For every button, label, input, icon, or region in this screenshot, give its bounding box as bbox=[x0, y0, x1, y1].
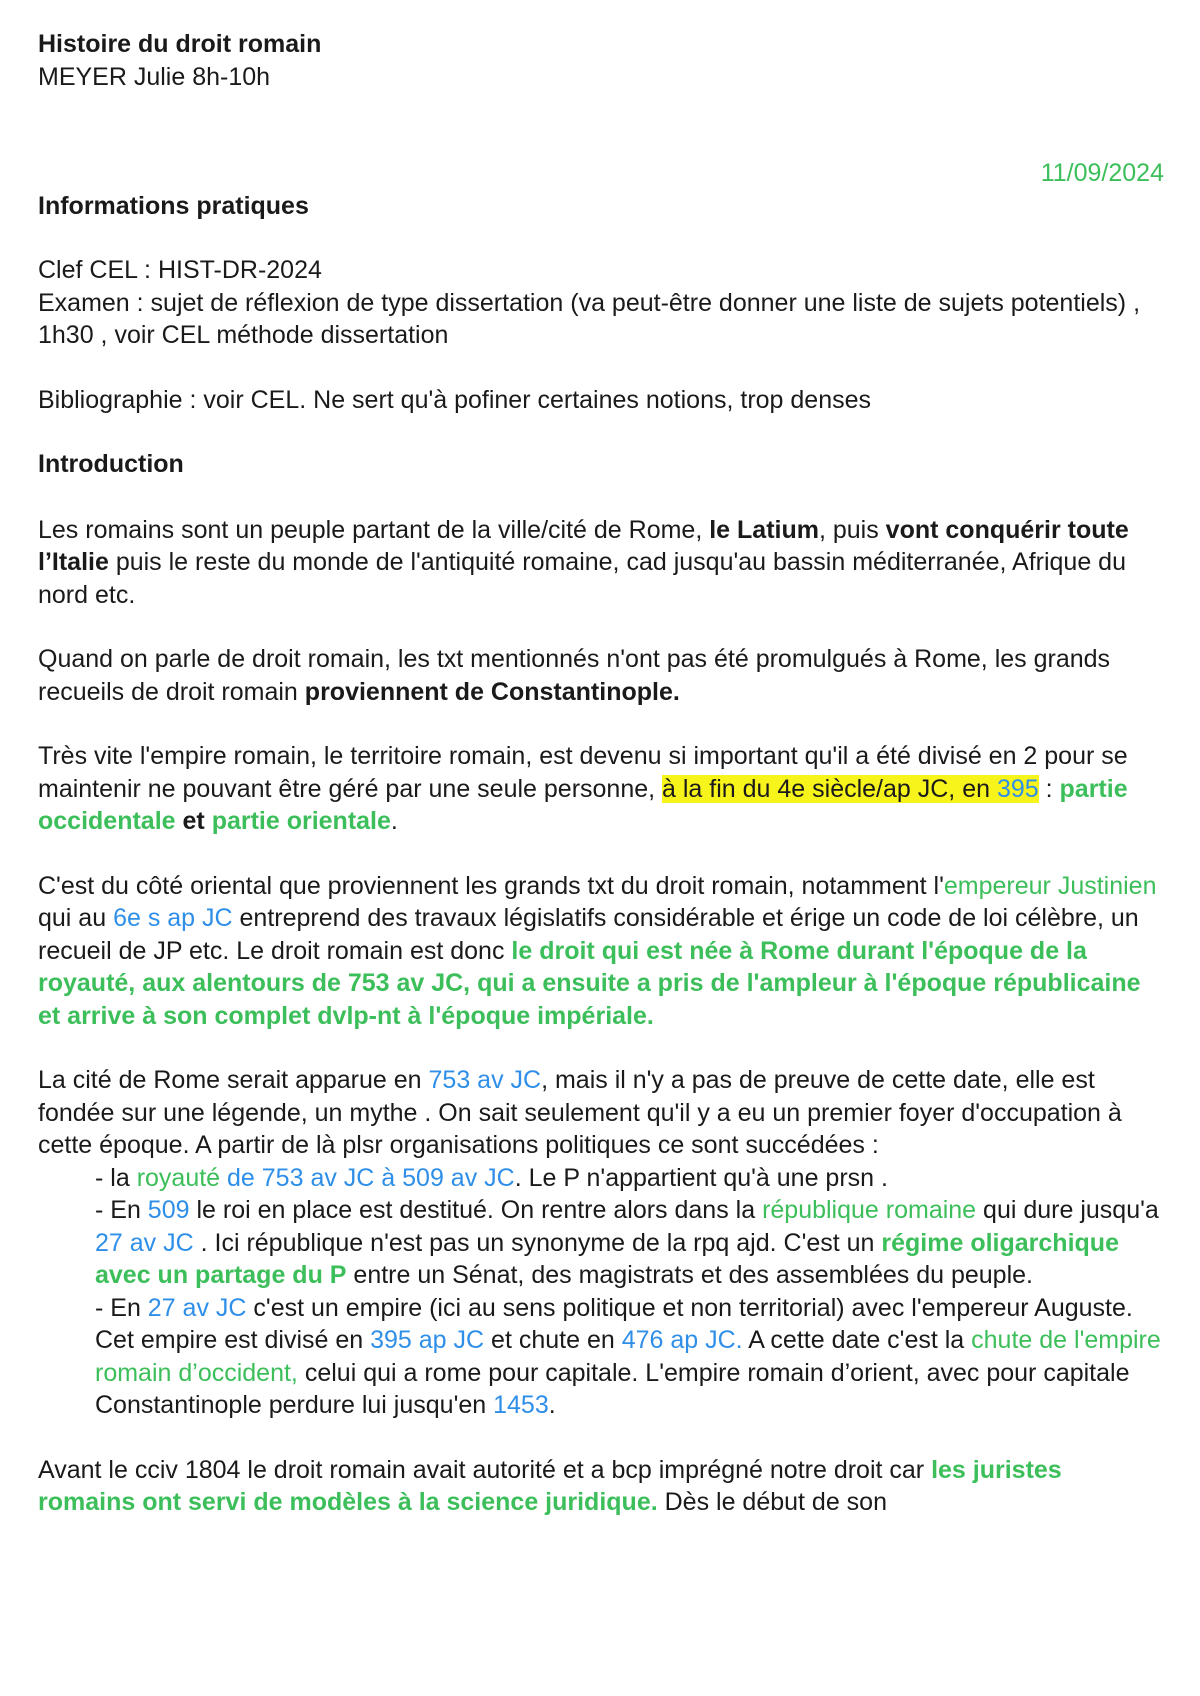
text-run: . bbox=[390, 807, 398, 835]
text-run: Dès le début de son bbox=[657, 1488, 887, 1516]
date-753: 753 av JC bbox=[261, 1163, 375, 1192]
text-run: puis le reste du monde de l'antiquité romaine, cad jusqu'au bassin méditerranée, Afrique du nord etc. bbox=[38, 548, 1126, 609]
regimes-list bbox=[38, 1162, 1164, 1422]
emphasis-latium: le Latium bbox=[709, 515, 819, 544]
intro-paragraph-3 bbox=[38, 740, 1164, 838]
emphasis-conquest: vont conquérir toute l’Italie bbox=[38, 515, 1129, 576]
text-run: le roi en place est destitué. On rentre alors dans la bbox=[189, 1196, 763, 1224]
cel-key: Clef CEL : HIST-DR-2024 bbox=[38, 256, 322, 284]
section-heading-intro: Introduction bbox=[38, 450, 184, 478]
intro-paragraph-5 bbox=[38, 1064, 1164, 1162]
text-run: entre un Sénat, des magistrats et des assemblées du peuple. bbox=[346, 1261, 1033, 1289]
text-run: et chute en bbox=[484, 1326, 622, 1354]
date-395: 395 ap JC bbox=[370, 1326, 485, 1354]
text-run: Très vite l'empire romain, le territoire romain, est devenu si important qu'il a été divisé en 2 pour se maintenir ne pouvant être géré par une seule personne, bbox=[38, 742, 1128, 803]
intro-paragraph-6 bbox=[38, 1454, 1164, 1519]
text-run: - la bbox=[95, 1163, 137, 1192]
text-run: à la fin du 4e siècle/ap JC, en bbox=[662, 774, 997, 803]
text-run: - En bbox=[95, 1196, 148, 1224]
text-run: de bbox=[220, 1163, 262, 1192]
list-item-empire bbox=[95, 1292, 1164, 1422]
highlighted-period bbox=[662, 775, 1039, 803]
teacher-line: MEYER Julie 8h-10h bbox=[38, 62, 271, 91]
eastern-part: partie orientale bbox=[211, 807, 391, 835]
exam-info: Examen : sujet de réflexion de type dissertation (va peut-être donner une liste de sujets potentiels) , 1h30 , voir CEL méthode dissertation bbox=[38, 288, 1141, 349]
text-run: , puis bbox=[818, 515, 886, 544]
term-royaute: royauté bbox=[136, 1163, 221, 1192]
text-run: A cette date c'est la bbox=[742, 1326, 972, 1354]
term-juristes: les juristes romains ont servi de modèles à la science juridique. bbox=[38, 1455, 1062, 1516]
text-run: qui dure jusqu'a bbox=[976, 1196, 1159, 1224]
text-run: qui au bbox=[38, 904, 114, 932]
term-oligarchie: régime oligarchique avec un partage du P bbox=[95, 1228, 1119, 1289]
text-run: Avant le cciv 1804 le droit romain avait autorité et a bcp imprégné notre droit car bbox=[38, 1455, 932, 1484]
intro-paragraph-4 bbox=[38, 870, 1164, 1033]
bibliography-info: Bibliographie : voir CEL. Ne sert qu'à pofiner certaines notions, trop denses bbox=[38, 385, 872, 414]
text-run: La cité de Rome serait apparue en bbox=[38, 1066, 429, 1094]
text-run: C'est du côté oriental que proviennent les grands txt du droit romain, notamment l' bbox=[38, 871, 944, 900]
century-6: 6e s ap JC bbox=[113, 904, 233, 932]
date-509: 509 bbox=[147, 1196, 190, 1224]
text-run: et bbox=[175, 807, 212, 835]
date-509: 509 av JC bbox=[402, 1163, 515, 1192]
text-run: Quand on parle de droit romain, les txt mentionnés n'ont pas été promulgués à Rome, les grands recueils de droit romain bbox=[38, 645, 1111, 706]
date-27: 27 av JC bbox=[147, 1293, 247, 1322]
list-item-republique bbox=[95, 1194, 1164, 1292]
list-item-royaute bbox=[95, 1162, 1164, 1195]
text-run: , mais il n'y a pas de preuve de cette date, elle est fondée sur une légende, un mythe . On sait seulement qu'il y a eu un premier foyer d'occupation à cette époque. A partir de là plsr organisations politiques ce sont succédées : bbox=[38, 1066, 1122, 1159]
date-476: 476 ap JC. bbox=[621, 1326, 743, 1354]
western-part: partie occidentale bbox=[38, 774, 1128, 835]
roman-law-definition: le droit qui est née à Rome durant l'époque de la royauté, aux alentours de 753 av JC, qui a ensuite a pris de l'ampleur à l'époque républicaine et arrive à son complet dvlp-nt à l'époque impériale. bbox=[38, 936, 1141, 1030]
text-run: - En bbox=[95, 1293, 148, 1322]
text-run: Les romains sont un peuple partant de la ville/cité de Rome, bbox=[38, 515, 710, 544]
document-title: Histoire du droit romain bbox=[38, 30, 322, 58]
term-republique: république romaine bbox=[762, 1196, 977, 1224]
text-run: celui qui a rome pour capitale. L'empire romain d’orient, avec pour capitale Constantinople perdure lui jusqu'en bbox=[95, 1358, 1130, 1419]
text-run: à bbox=[374, 1163, 403, 1192]
section-heading-info: Informations pratiques bbox=[38, 191, 309, 220]
text-run: . Le P n'appartient qu'à une prsn . bbox=[514, 1163, 888, 1192]
date-395: 395 bbox=[996, 774, 1039, 803]
intro-paragraph-2 bbox=[38, 643, 1164, 708]
text-run: c'est un empire (ici au sens politique et non territorial) avec l'empereur Auguste. Cet empire est divisé en bbox=[95, 1293, 1133, 1354]
term-chute-occident: chute de l'empire romain d’occident, bbox=[95, 1326, 1161, 1387]
date-1453: 1453 bbox=[493, 1391, 549, 1419]
text-run: entreprend des travaux législatifs considérable et érige un code de loi célèbre, un recueil de JP etc. Le droit romain est donc bbox=[38, 904, 1139, 965]
emperor-justinian: empereur Justinien bbox=[943, 871, 1157, 900]
date-753: 753 av JC bbox=[428, 1066, 542, 1094]
text-run: . bbox=[548, 1391, 556, 1419]
intro-paragraph-1 bbox=[38, 514, 1164, 612]
text-run: . Ici république n'est pas un synonyme de la rpq ajd. C'est un bbox=[193, 1228, 882, 1257]
date-27: 27 av JC bbox=[95, 1228, 194, 1257]
lecture-date: 11/09/2024 bbox=[1040, 159, 1164, 187]
emphasis-constantinople: proviennent de Constantinople. bbox=[304, 677, 680, 706]
text-run: : bbox=[1038, 774, 1060, 803]
